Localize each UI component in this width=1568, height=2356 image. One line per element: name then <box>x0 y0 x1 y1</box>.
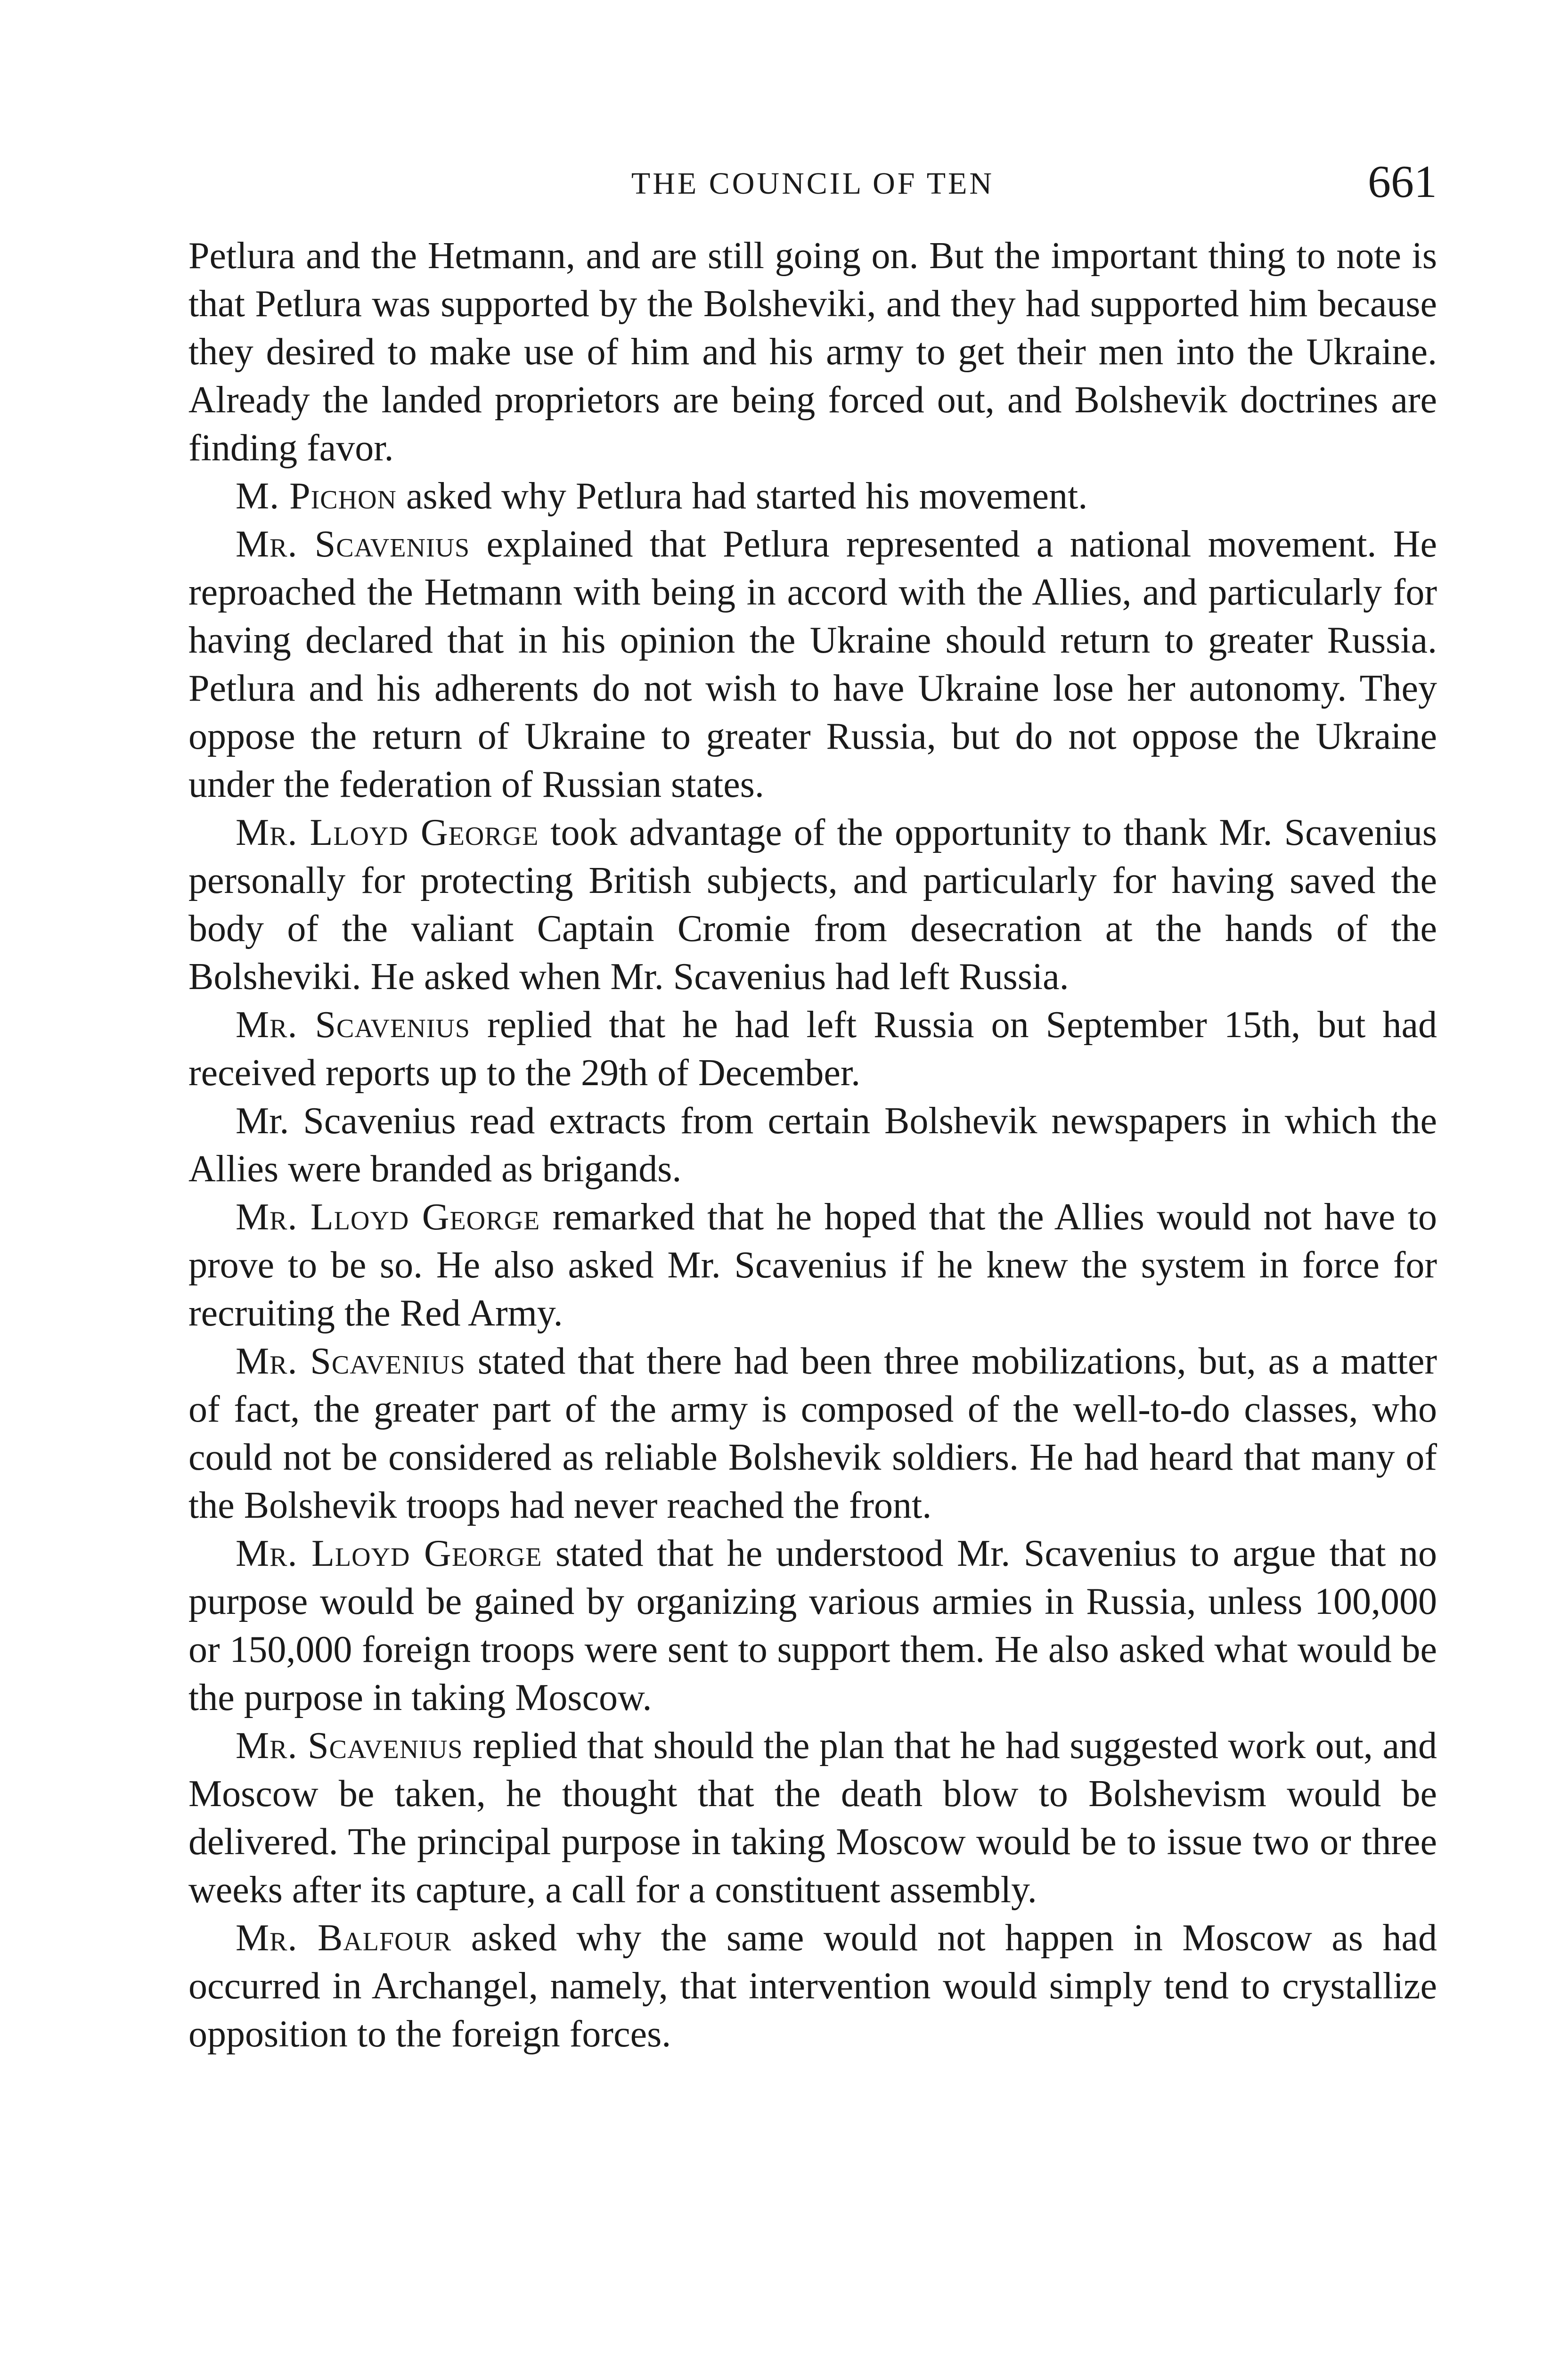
paragraph <box>188 1722 1437 1914</box>
paragraph-text: Petlura and the Hetmann, and are still going on. But the important thing to note is that Petlura was supported by the Bolsheviki, and they had supported him because they desired to make use of him and his army to get their men into the Ukraine. Already the landed proprietors are being forced out, and Bolshevik doctrines are finding favor. <box>188 235 1437 469</box>
running-title: THE COUNCIL OF TEN <box>631 166 995 201</box>
speaker-name: Mr. Scavenius <box>236 524 470 565</box>
paragraph <box>188 232 1437 472</box>
paragraph <box>188 520 1437 809</box>
paragraph <box>188 809 1437 1001</box>
paragraph-text: remarked that he hoped that the Allies would not have to prove to be so. He also asked Mr. Scavenius if he knew the system in force for recruiting the Red Army. <box>188 1196 1437 1334</box>
paragraph-text: asked why Petlura had started his movement. <box>396 475 1088 517</box>
paragraph <box>188 1097 1437 1193</box>
body-text <box>188 232 1437 2058</box>
paragraph <box>188 1530 1437 1722</box>
speaker-name: Mr. Balfour <box>236 1917 452 1959</box>
speaker-name: Mr. Lloyd George <box>236 1533 542 1574</box>
paragraph-text: stated that he understood Mr. Scavenius to argue that no purpose would be gained by organizing various armies in Russia, unless 100,000 or 150,000 foreign troops were sent to support them. He also asked what would be the purpose in taking Moscow. <box>188 1533 1437 1718</box>
paragraph-text: took advantage of the opportunity to thank Mr. Scavenius personally for protecting British subjects, and particularly for having saved the body of the valiant Captain Cromie from desecration at the hands of the Bolsheviki. He asked when Mr. Scavenius had left Russia. <box>188 812 1437 998</box>
paragraph <box>188 1337 1437 1530</box>
paragraph <box>188 1001 1437 1097</box>
paragraph <box>188 1193 1437 1337</box>
speaker-name: Mr. Scavenius <box>236 1004 470 1046</box>
speaker-name: Mr. Lloyd George <box>236 1196 540 1238</box>
speaker-name: Mr. Scavenius <box>236 1341 466 1382</box>
paragraph-text: Mr. Scavenius read extracts from certain Bolshevik newspapers in which the Allies were branded as brigands. <box>188 1100 1437 1190</box>
paragraph <box>188 1914 1437 2058</box>
running-header <box>188 155 1437 212</box>
paragraph <box>188 472 1437 520</box>
paragraph-text: replied that he had left Russia on September 15th, but had received reports up to the 29th of December. <box>188 1004 1437 1094</box>
paragraph-text: stated that there had been three mobilizations, but, as a matter of fact, the greater part of the army is composed of the well-to-do classes, who could not be considered as reliable Bolshevik soldiers. He had heard that many of the Bolshevik troops had never reached the front. <box>188 1341 1437 1526</box>
speaker-name: M. Pichon <box>236 475 397 517</box>
paragraph-text: asked why the same would not happen in Moscow as had occurred in Archangel, namely, that intervention would simply tend to crystallize opposition to the foreign forces. <box>188 1917 1437 2055</box>
speaker-name: Mr. Lloyd George <box>236 812 539 853</box>
paragraph-text: replied that should the plan that he had suggested work out, and Moscow be taken, he thought that the death blow to Bolshevism would be delivered. The principal purpose in taking Moscow would be to issue two or three weeks after its capture, a call for a constituent assembly. <box>188 1725 1437 1911</box>
speaker-name: Mr. Scavenius <box>236 1725 463 1767</box>
page-number: 661 <box>1368 156 1437 207</box>
paragraph-text: explained that Petlura represented a national movement. He reproached the Hetmann with being in accord with the Allies, and particularly for having declared that in his opinion the Ukraine should return to greater Russia. Petlura and his adherents do not wish to have Ukraine lose her autonomy. They oppose the return of Ukraine to greater Russia, but do not oppose the Ukraine under the federation of Russian states. <box>188 524 1437 805</box>
